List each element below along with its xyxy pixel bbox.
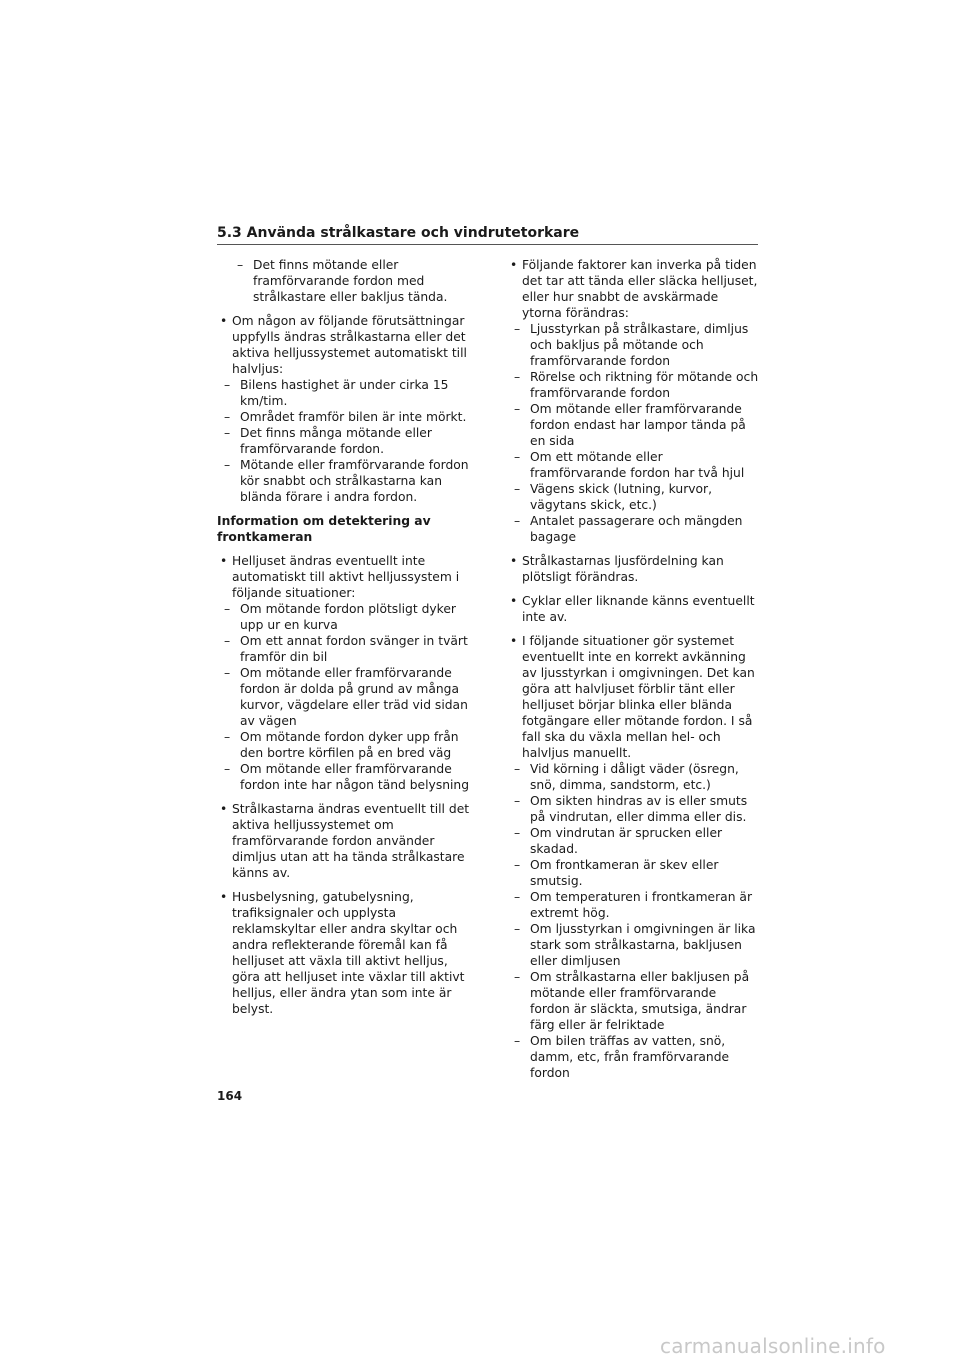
bullet-list [217,553,475,1017]
continued-sub-list [237,257,475,305]
sub-item-text: Om mötande fordon dyker upp från den bortre körfilen på en bred väg [240,730,459,760]
sub-item-text: Bilens hastighet är under cirka 15 km/tim. [240,378,449,408]
bullet-text: Helljuset ändras eventuellt inte automatiskt till aktivt helljussystem i följande situationer: [232,554,460,600]
sub-item [224,761,475,793]
sub-list [514,761,759,1081]
bullet-item [217,889,475,1017]
dash-marker: – [224,426,231,440]
sub-item-text: Om mötande eller framförvarande fordon endast har lampor tända på en sida [530,402,746,448]
left-column [217,257,475,1025]
page-number: 164 [217,1089,243,1103]
header-divider [217,244,758,245]
sub-item-text: Vid körning i dåligt väder (ösregn, snö, dimma, sandstorm, etc.) [530,762,739,792]
bullet-text: Följande faktorer kan inverka på tiden det tar att tända eller släcka helljuset, eller hur snabbt de avskärmade ytorna förändras: [522,258,758,320]
bullet-list [507,257,759,1081]
dash-marker: – [224,666,231,680]
sub-item-text: Mötande eller framförvarande fordon kör snabbt och strålkastarna kan blända förare i andra fordon. [240,458,469,504]
sub-item-text: Om ett mötande eller framförvarande fordon har två hjul [530,450,745,480]
dash-marker: – [514,1034,521,1048]
dash-marker: – [514,890,521,904]
sub-item [514,449,759,481]
dash-marker: – [224,634,231,648]
dash-marker: – [224,410,231,424]
dash-marker: – [224,458,231,472]
sub-item [514,921,759,969]
sub-item [224,457,475,505]
dash-marker: – [514,762,521,776]
sub-item-text: Området framför bilen är inte mörkt. [240,410,467,424]
dash-marker: – [224,762,231,776]
bullet-text: Om någon av följande förutsättningar uppfylls ändras strålkastarna eller det aktiva helljussystemet automatiskt till halvljus: [232,314,467,376]
bullet-text: Husbelysning, gatubelysning, trafiksignaler och upplysta reklamskyltar eller andra skyltar och andra reflekterande föremål kan få helljuset att växla till aktivt helljus, göra att helljuset inte växlar till aktivt helljus, eller ändra ytan som inte är belyst. [232,890,465,1016]
bullet-marker: • [510,554,518,568]
bullet-item [217,553,475,793]
sub-item-text: Om mötande eller framförvarande fordon är dolda på grund av många kurvor, vägdelare eller träd vid sidan av vägen [240,666,468,728]
bullet-item [217,313,475,505]
sub-item [224,633,475,665]
sub-item-text: Om frontkameran är skev eller smutsig. [530,858,719,888]
sub-list [514,321,759,545]
sub-item [514,481,759,513]
sub-item-text: Om strålkastarna eller bakljusen på mötande eller framförvarande fordon är släckta, smutsiga, ändrar färg eller är felriktade [530,970,750,1032]
sub-item-text: Om temperaturen i frontkameran är extremt hög. [530,890,753,920]
dash-marker: – [514,322,521,336]
sub-item-text: Om sikten hindras av is eller smuts på vindrutan, eller dimma eller dis. [530,794,748,824]
sub-item [514,969,759,1033]
bullet-text: I följande situationer gör systemet eventuellt inte en korrekt avkänning av ljusstyrkan i omgivningen. Det kan göra att halvljuset förblir tänt eller helljuset börjar blinka eller blända fotgängare eller mötande fordon. I så fall ska du växla mellan hel- och halvljus manuellt. [522,634,755,760]
dash-marker: – [224,602,231,616]
bullet-marker: • [220,554,228,568]
sub-item-text: Rörelse och riktning för mötande och framförvarande fordon [530,370,759,400]
dash-marker: – [514,826,521,840]
bullet-marker: • [220,314,228,328]
bullet-marker: • [220,802,228,816]
sub-item [514,889,759,921]
sub-item-text: Om bilen träffas av vatten, snö, damm, etc, från framförvarande fordon [530,1034,730,1080]
sub-item [224,425,475,457]
sub-item-text: Om vindrutan är sprucken eller skadad. [530,826,723,856]
bullet-text: Strålkastarna ändras eventuellt till det aktiva helljussystemet om framförvarande fordon använder dimljus utan att ha tända strålkastare känns av. [232,802,470,880]
sub-item [514,761,759,793]
bullet-text: Cyklar eller liknande känns eventuellt inte av. [522,594,755,624]
bullet-marker: • [510,594,518,608]
sub-list [224,601,475,793]
sub-item-text: Om mötande eller framförvarande fordon inte har någon tänd belysning [240,762,470,792]
section-title: 5.3 Använda strålkastare och vindrutetorkare [217,225,580,241]
bullet-item [507,553,759,585]
bullet-item [507,633,759,1081]
sub-item [514,369,759,401]
dash-marker: – [514,370,521,384]
sub-item-text: Om ett annat fordon svänger in tvärt framför din bil [240,634,468,664]
dash-marker: – [514,482,521,496]
sub-item-text: Antalet passagerare och mängden bagage [530,514,743,544]
sub-item [514,857,759,889]
dash-marker: – [514,794,521,808]
sub-list [224,377,475,505]
sub-item [224,665,475,729]
sub-item-text: Om ljusstyrkan i omgivningen är lika stark som strålkastarna, bakljusen eller dimljusen [530,922,756,968]
bullet-list [217,313,475,505]
sub-item [514,825,759,857]
sub-item: – Det finns mötande eller framförvarande fordon med strålkastare eller bakljus tända. [237,258,448,304]
bullet-marker: • [510,634,518,648]
right-column [507,257,759,1089]
sub-item [224,729,475,761]
bullet-item [217,801,475,881]
watermark: carmanualsonline.info [660,1334,886,1358]
bullet-text: Strålkastarnas ljusfördelning kan plötsligt förändras. [522,554,724,584]
sub-item [514,321,759,369]
dash-marker: – [514,402,521,416]
dash-marker: – [514,450,521,464]
bullet-item [507,593,759,625]
subheading: Information om detektering av frontkameran [217,514,431,544]
sub-item-text: Ljusstyrkan på strålkastare, dimljus och bakljus på mötande och framförvarande fordon [530,322,749,368]
sub-item [514,401,759,449]
sub-item-text: Om mötande fordon plötsligt dyker upp ur en kurva [240,602,456,632]
bullet-marker: • [220,890,228,904]
sub-item [514,793,759,825]
sub-item-text: Det finns många mötande eller framförvarande fordon. [240,426,432,456]
dash-marker: – [514,514,521,528]
sub-item [224,377,475,409]
dash-marker: – [224,730,231,744]
bullet-marker: • [510,258,518,272]
sub-item [224,409,475,425]
dash-marker: – [224,378,231,392]
bullet-item [507,257,759,545]
sub-item [514,513,759,545]
sub-item [224,601,475,633]
sub-item-text: Vägens skick (lutning, kurvor, vägytans skick, etc.) [530,482,713,512]
dash-marker: – [514,922,521,936]
dash-marker: – [514,970,521,984]
sub-item [514,1033,759,1081]
dash-marker: – [514,858,521,872]
